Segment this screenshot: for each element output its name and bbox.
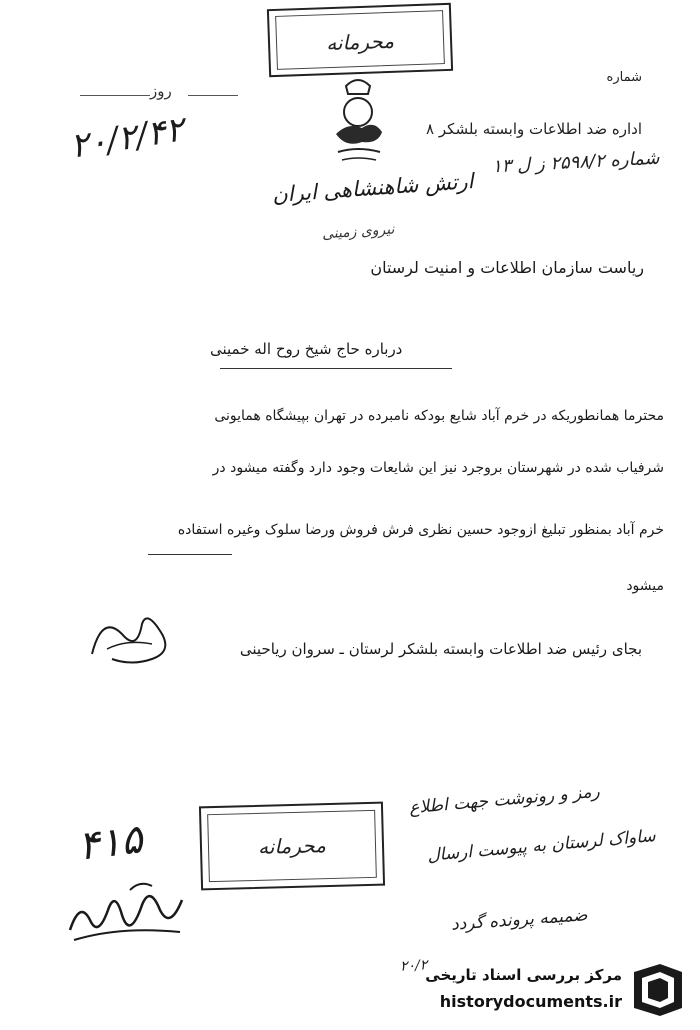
watermark-website: historydocuments.ir	[439, 992, 622, 1011]
body-line-4: میشود	[626, 578, 664, 594]
confidential-stamp-bottom	[199, 802, 385, 891]
body-line-2: شرفیاب شده در شهرستان بروجرد نیز این شایعات وجود دارد وگفته میشود در	[212, 460, 664, 476]
confidential-stamp-bottom-text: محرمانه	[257, 833, 327, 859]
watermark	[396, 962, 686, 1022]
handwritten-number: ۴۱۵	[75, 816, 146, 870]
recipient: ریاست سازمان اطلاعات و امنیت لرستان	[370, 258, 644, 277]
document-center-logo-icon	[630, 962, 686, 1018]
date-line	[80, 95, 150, 96]
body-line-3: خرم آباد بمنظور تبلیغ ازوجود حسین نظری فرش فروش ورضا سلوک وغیره استفاده	[177, 522, 664, 538]
confidential-stamp-top	[267, 3, 453, 77]
sender-office: اداره ضد اطلاعات وابسته بلشکر ۸	[426, 120, 642, 138]
handwritten-note-1: رمز و رونوشت جهت اطلاع	[408, 781, 601, 819]
subject-underline	[220, 368, 452, 369]
signature-line: بجای رئیس ضد اطلاعات وابسته بلشکر لرستان ـ سروان ریاحینی	[239, 640, 642, 658]
reference-number: شماره ۲۵۹۸/۲ ز ل ۱۳	[492, 147, 661, 178]
date-label: روز	[150, 82, 172, 100]
lion-and-sun-emblem-icon	[318, 72, 398, 172]
handwritten-note-3: ضمیمه پرونده گردد	[450, 905, 589, 935]
handwritten-signature-icon	[82, 604, 182, 674]
subject-line: درباره حاج شیخ روح اله خمینی	[210, 340, 403, 358]
handwritten-date: ۲۰/۲/۴۲	[67, 109, 187, 167]
handwritten-initials-icon	[60, 860, 190, 950]
watermark-org-name: مرکز بررسی اسناد تاریخی	[425, 966, 622, 984]
army-title: ارتش شاهنشاهی ایران	[271, 168, 475, 208]
date-line-right	[188, 95, 238, 96]
handwritten-note-4: ۲۰/۲	[399, 957, 428, 975]
body-line-1: محترما همانطوریکه در خرم آباد شایع بودکه نامبرده در تهران بپیشگاه همایونی	[214, 408, 664, 424]
confidential-stamp-top-text: محرمانه	[325, 28, 395, 56]
name-underline	[148, 554, 232, 555]
army-subtitle: نیروی زمینی	[321, 221, 395, 243]
handwritten-note-2: ساواک لرستان به پیوست ارسال	[426, 826, 657, 866]
number-label: شماره	[606, 70, 642, 85]
